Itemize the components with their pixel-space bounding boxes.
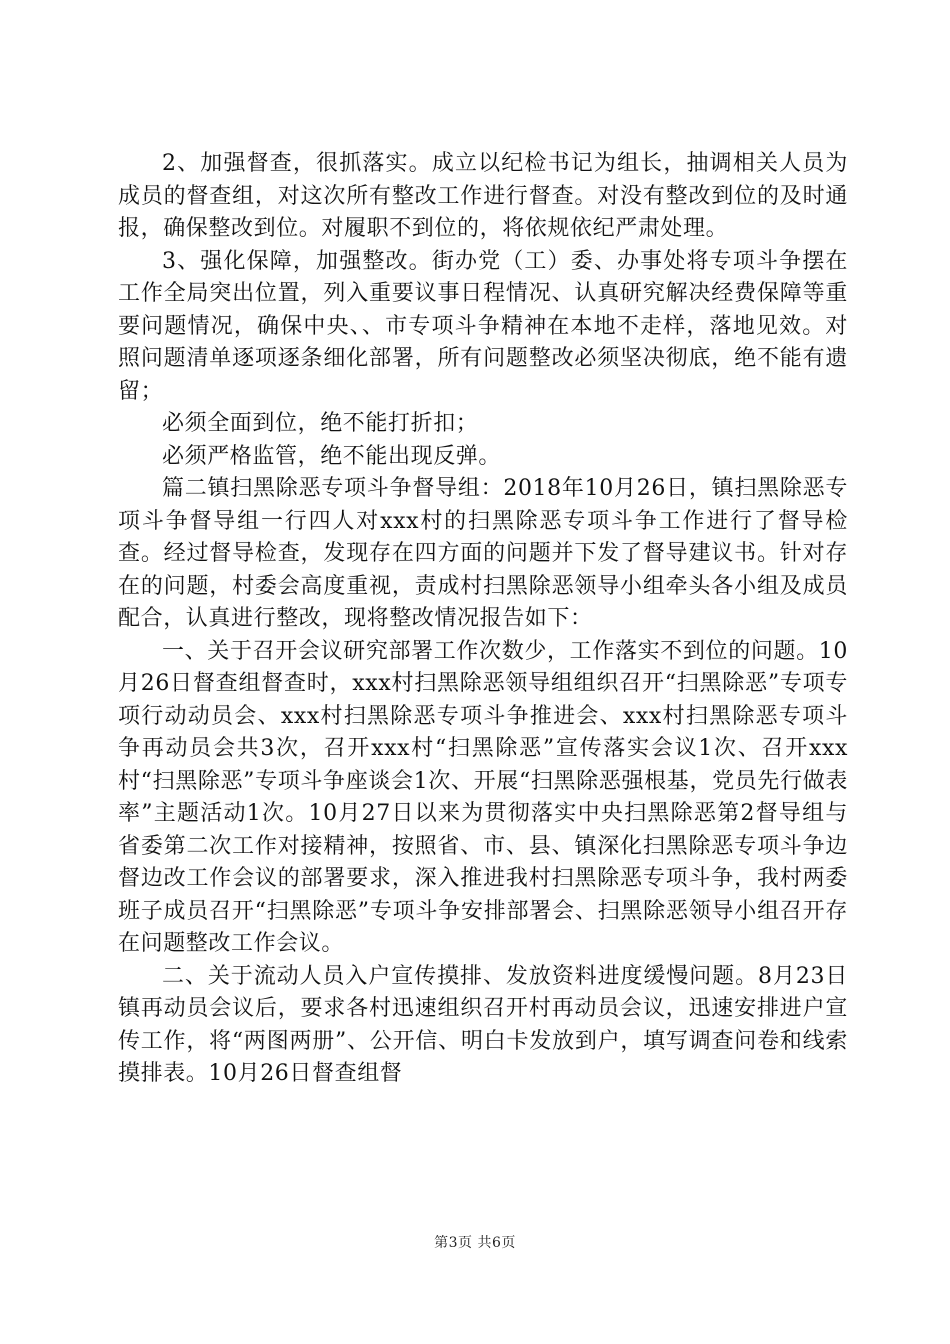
paragraph-4: 必须严格监管，绝不能出现反弹。 xyxy=(162,443,502,469)
paragraph-3: 必须全面到位，绝不能打折扣； xyxy=(162,411,479,436)
paragraph-6: 一、关于召开会议研究部署工作次数少，工作落实不到位的问题。10月26日督查组督查时，xxx村扫黑除恶领导组组织召开“扫黑除恶”专项专项行动动员会、xxx村扫黑除恶专项斗争推进会、xxx村扫黑除恶专项斗争再动员会共3次，召开xxx村“扫黑除恶”宣传落实会议1次、召开xxx村“扫黑除恶”专项斗争座谈会1次、开展“扫黑除恶强根基，党员先行做表率”主题活动1次。10月27日以来为贯彻落实中央扫黑除恶第2督导组与省委第二次工作对接精神，按照省、市、县、镇深化扫黑除恶专项斗争边督边改工作会议的部署要求，深入推进我村扫黑除恶专项斗争，我村两委班子成员召开“扫黑除恶”专项斗争安排部署会、扫黑除恶领导小组召开存在问题整改工作会议。 xyxy=(118,638,848,956)
document-body xyxy=(118,148,848,1091)
paragraph-7: 二、关于流动人员入户宣传摸排、发放资料进度缓慢问题。8月23日镇再动员会议后，要求各村迅速组织召开村再动员会议，迅速安排进户宣传工作，将“两图两册”、公开信、明白卡发放到户，填写调查问卷和线索摸排表。10月26日督查组督 xyxy=(118,963,848,1086)
paragraph-1: 2、加强督查，很抓落实。成立以纪检书记为组长，抽调相关人员为成员的督查组，对这次所有整改工作进行督查。对没有整改到位的及时通报，确保整改到位。对履职不到位的，将依规依纪严肃处理。 xyxy=(118,151,848,241)
paragraph-5: 篇二镇扫黑除恶专项斗争督导组：2018年10月26日，镇扫黑除恶专项斗争督导组一行四人对xxx村的扫黑除恶专项斗争工作进行了督导检查。经过督导检查，发现存在四方面的问题并下发了督导建议书。针对存在的问题，村委会高度重视，责成村扫黑除恶领导小组牵头各小组及成员配合，认真进行整改，现将整改情况报告如下： xyxy=(118,476,848,631)
page-number: 第3页 共6页 xyxy=(434,1235,516,1251)
paragraph-2: 3、强化保障，加强整改。街办党（工）委、办事处将专项斗争摆在工作全局突出位置，列入重要议事日程情况、认真研究解决经费保障等重要问题情况，确保中央、、市专项斗争精神在本地不走样，落地见效。对照问题清单逐项逐条细化部署，所有问题整改必须坚决彻底，绝不能有遗留； xyxy=(118,248,848,404)
